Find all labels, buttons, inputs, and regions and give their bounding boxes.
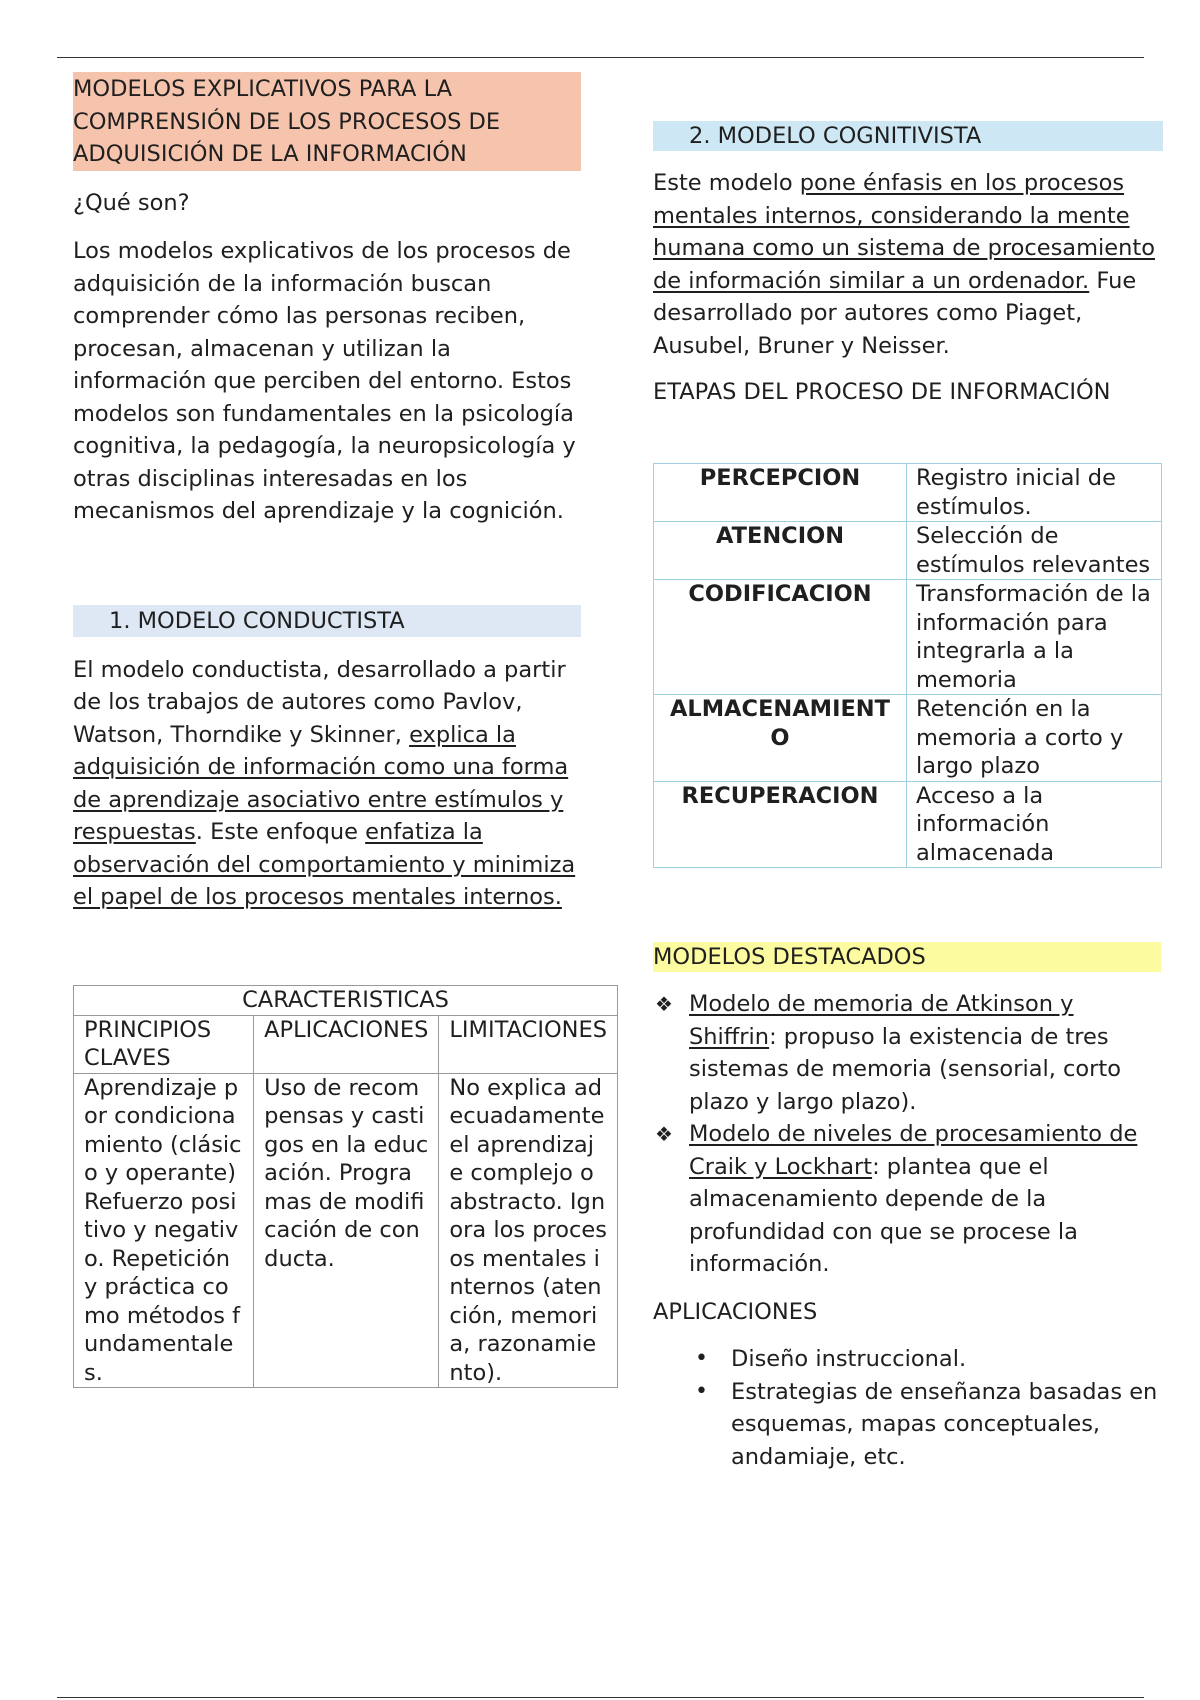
stage-row [654, 464, 1162, 522]
stage-row [654, 781, 1162, 868]
table-header-cell: LIMITACIONES [439, 1015, 618, 1073]
stage-label: ALMACENAMIENTO [654, 695, 907, 782]
table-cell-limitations: No explica adecuadamente el aprendizaje complejo o abstracto. Ignora los procesos mentales internos (atención, memoria, razonamiento). [439, 1073, 618, 1388]
table-header-cell: APLICACIONES [254, 1015, 439, 1073]
diamond-bullet-icon: ❖ [655, 992, 673, 1016]
table-header-cell: PRINCIPIOS CLAVES [74, 1015, 254, 1073]
section2-paragraph [653, 167, 1163, 362]
s2-text-2: Fue desarrollado por autores como Piaget, Ausubel, Bruner y Neisser. [653, 267, 1137, 359]
right-column [653, 121, 1163, 409]
section2-heading: 2. MODELO COGNITIVISTA [653, 121, 1163, 151]
document-title: MODELOS EXPLICATIVOS PARA LA COMPRENSIÓN DE LOS PROCESOS DE ADQUISICIÓN DE LA INFORMACIÓN [73, 72, 581, 171]
s2-underline-1: pone énfasis en los procesos mentales internos, considerando la mente humana como un sistema de procesamiento de información similar a un ordenador. [653, 170, 1155, 294]
s1-underline-1: explica la adquisición de información como una forma de aprendizaje asociativo entre estímulos y respuestas [73, 721, 569, 845]
stage-label: RECUPERACION [654, 781, 907, 868]
question-heading: ¿Qué son? [73, 189, 190, 216]
stages-heading: ETAPAS DEL PROCESO DE INFORMACIÓN [653, 379, 1111, 405]
stage-label: CODIFICACION [654, 580, 907, 695]
stage-desc: Transformación de la información para integrarla a la memoria [907, 580, 1162, 695]
stage-desc: Acceso a la información almacenada [907, 781, 1162, 868]
characteristics-table [73, 985, 618, 1388]
list-item: • Diseño instruccional. [653, 1343, 1163, 1376]
table-cell-applications: Uso de recompensas y castigos en la educación. Programas de modificación de conducta. [254, 1073, 439, 1388]
stage-row [654, 580, 1162, 695]
models-heading: MODELOS DESTACADOS [653, 942, 1161, 972]
list-item: • Estrategias de enseñanza basadas en esquemas, mapas conceptuales, andamiaje, etc. [653, 1376, 1163, 1474]
stage-label: ATENCION [654, 522, 907, 580]
stage-row [654, 695, 1162, 782]
model-name: Modelo de niveles de procesamiento de Craik y Lockhart [689, 1121, 1138, 1180]
diamond-bullet-icon: ❖ [655, 1122, 673, 1146]
s1-text-2: . Este enfoque [195, 819, 366, 845]
right-column-lower [653, 942, 1163, 1473]
stage-desc: Retención en la memoria a corto y largo plazo [907, 695, 1162, 782]
top-rule [57, 57, 1144, 58]
model-text: : propuso la existencia de tres sistemas de memoria (sensorial, corto plazo y largo plazo). [689, 1023, 1122, 1115]
section1-heading: 1. MODELO CONDUCTISTA [73, 605, 581, 637]
model-text: : plantea que el almacenamiento depende de la profundidad con que se procese la información. [689, 1153, 1078, 1277]
stages-table [653, 463, 1162, 868]
intro-paragraph: Los modelos explicativos de los procesos de adquisición de la información buscan comprender cómo las personas reciben, procesan, almacenan y utilizan la información que perciben del entorno. Estos modelos son fundamentales en la psicología cognitiva, la pedagogía, la neuropsicología y otras disciplinas interesadas en los mecanismos del aprendizaje y la cognición. [73, 238, 576, 524]
model-name: Modelo de memoria de Atkinson y Shiffrin [689, 991, 1074, 1050]
models-list [653, 988, 1163, 1281]
table-cell-principles: Aprendizaje por condicionamiento (clásico y operante)Refuerzo positivo y negativo. Repetición y práctica como métodos fundamentales. [74, 1073, 254, 1388]
list-item [653, 1118, 1163, 1281]
bottom-rule [57, 1697, 1144, 1698]
stage-desc: Selección de estímulos relevantes [907, 522, 1162, 580]
s1-underline-2: enfatiza la observación del comportamiento y minimiza el papel de los procesos mentales internos. [73, 819, 576, 910]
stage-label: PERCEPCION [654, 464, 907, 522]
stage-desc: Registro inicial de estímulos. [907, 464, 1162, 522]
section1-paragraph [73, 654, 588, 914]
table-caption: CARACTERISTICAS [74, 986, 618, 1016]
left-column [73, 72, 588, 914]
applications-heading: APLICACIONES [653, 1298, 818, 1325]
s2-text-1: Este modelo [653, 170, 800, 196]
list-item [653, 988, 1163, 1118]
stage-row [654, 522, 1162, 580]
s1-text-1: El modelo conductista, desarrollado a partir de los trabajos de autores como Pavlov, Watson, Thorndike y Skinner, [73, 656, 566, 748]
applications-list [653, 1343, 1163, 1473]
